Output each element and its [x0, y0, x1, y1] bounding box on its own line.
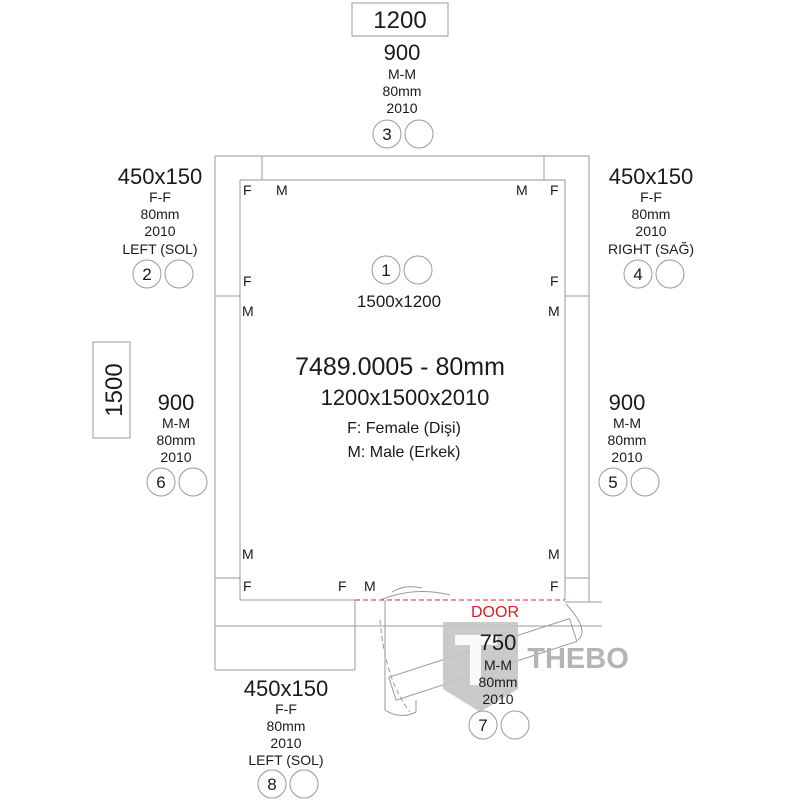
panel-8 — [244, 676, 328, 798]
panel-size: 900 — [157, 390, 195, 415]
panel-number: 1 — [381, 261, 391, 280]
panel-side: RIGHT (SAĞ) — [607, 241, 695, 257]
panel-number: 4 — [633, 265, 643, 284]
joint-f: F — [338, 578, 347, 594]
panel-number: 5 — [608, 473, 618, 492]
thebo-logo — [443, 622, 629, 712]
panel-thickness: 80mm — [478, 674, 518, 690]
panel-type: M-M — [484, 657, 512, 673]
panel-type: F-F — [275, 701, 297, 717]
depth-dimension — [93, 342, 130, 438]
legend-female: F: Female (Dişi) — [347, 420, 461, 437]
room-size: 1200x1500x2010 — [320, 385, 490, 410]
joint-f: F — [550, 182, 559, 198]
panel-type: F-F — [149, 189, 171, 205]
joint-m: M — [516, 182, 528, 198]
panel-size: 450x150 — [243, 676, 329, 701]
center-info — [295, 353, 505, 461]
panel-side: LEFT (SOL) — [248, 752, 324, 768]
panel-thickness: 80mm — [607, 432, 647, 448]
panel-number: 3 — [382, 125, 392, 144]
panel-side: LEFT (SOL) — [122, 241, 198, 257]
panel-height: 2010 — [270, 735, 302, 751]
panel-thickness: 80mm — [140, 206, 180, 222]
product-code: 7489.0005 - 80mm — [295, 353, 505, 381]
panel-type: M-M — [388, 66, 416, 82]
joint-m: M — [276, 182, 288, 198]
joint-f: F — [243, 182, 252, 198]
panel-height: 2010 — [160, 449, 192, 465]
panel-thickness: 80mm — [266, 718, 306, 734]
joint-m: M — [548, 546, 560, 562]
joint-f: F — [243, 578, 252, 594]
panel-number: 2 — [142, 265, 152, 284]
panel-size: 900 — [383, 40, 421, 65]
joint-m: M — [242, 303, 254, 319]
logo-text: THEBO — [527, 643, 629, 675]
joint-m: M — [242, 546, 254, 562]
panel-size: 450x150 — [117, 164, 203, 189]
panel-height: 2010 — [386, 100, 418, 116]
panel-height: 2010 — [611, 449, 643, 465]
panel-number: 8 — [267, 775, 277, 794]
panel-thickness: 80mm — [631, 206, 671, 222]
width-dimension-label: 1200 — [373, 7, 427, 34]
panel-1 — [357, 256, 441, 311]
panel-6 — [147, 390, 207, 496]
panel-4 — [608, 164, 694, 288]
panel-3 — [373, 40, 433, 148]
panel-height: 2010 — [482, 691, 514, 707]
joint-f: F — [550, 578, 559, 594]
panel-size: 900 — [608, 390, 646, 415]
panel-number: 7 — [478, 716, 488, 735]
panel-2 — [118, 164, 202, 288]
panel-size: 750 — [479, 630, 517, 655]
joint-f: F — [550, 273, 559, 289]
width-dimension — [352, 3, 448, 36]
panel-thickness: 80mm — [156, 432, 196, 448]
panel-thickness: 80mm — [382, 83, 422, 99]
panel-height: 2010 — [635, 223, 667, 239]
panel-size: 450x150 — [608, 164, 694, 189]
panel-type: M-M — [613, 415, 641, 431]
panel-height: 2010 — [144, 223, 176, 239]
panel-number: 6 — [156, 473, 166, 492]
legend-male: M: Male (Erkek) — [347, 444, 461, 461]
depth-dimension-label: 1500 — [101, 363, 128, 417]
joint-m: M — [364, 578, 376, 594]
door-label: DOOR — [471, 604, 519, 621]
panel-type: M-M — [162, 415, 190, 431]
panel-type: F-F — [640, 189, 662, 205]
joint-m: M — [548, 303, 560, 319]
panel-5 — [599, 390, 659, 496]
joint-f: F — [243, 273, 252, 289]
panel-size: 1500x1200 — [356, 292, 442, 311]
